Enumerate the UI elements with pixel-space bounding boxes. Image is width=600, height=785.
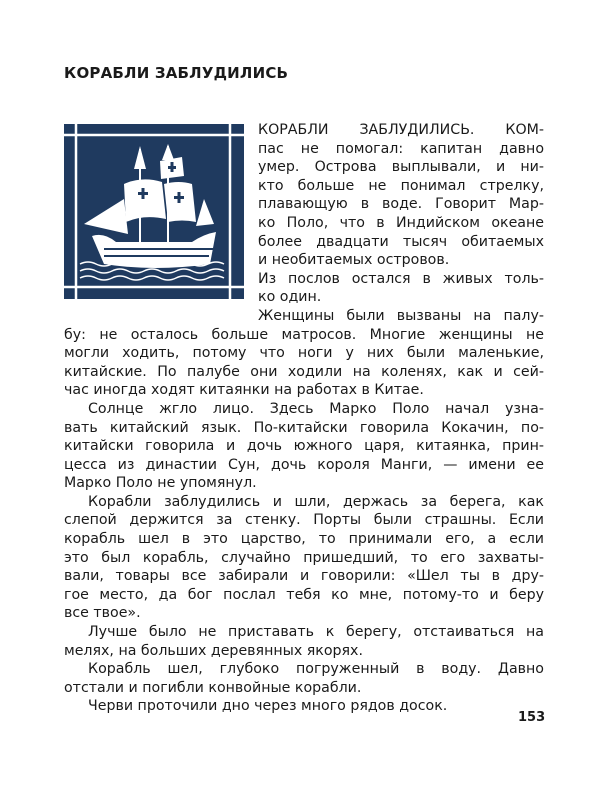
text-line: умер. Острова выплывали, и ни- <box>258 159 544 176</box>
text-line: более двадцати тысяч обитаемых <box>258 233 544 250</box>
text-line: вать китайский язык. По-китайски говорила Кокачин, по- <box>64 419 544 436</box>
text-line: Из послов остался в живых толь- <box>258 270 544 287</box>
text-line: гое место, да бог послал тебя ко мне, потому-то и беру <box>64 586 544 603</box>
text-line: это был корабль, случайно пришедший, то его захваты- <box>64 549 544 566</box>
text-line: Женщины были вызваны на палу- <box>258 307 544 324</box>
text-line: Лучше было не приставать к берегу, отстаиваться на <box>88 624 544 641</box>
text-line: час иногда ходят китаянки на работах в Китае. <box>64 382 424 399</box>
text-line: Корабли заблудились и шли, держась за берега, как <box>88 493 544 510</box>
text-line: слепой держится за стенку. Порты были страшны. Если <box>64 512 544 529</box>
body-text <box>64 121 544 716</box>
text-line: кто больше не понимал стрелку, <box>258 177 544 194</box>
text-line: мелях, на больших деревянных якорях. <box>64 642 363 659</box>
text-line: пас не помогал: капитан давно <box>258 140 544 157</box>
text-line: Черви проточили дно через много рядов досок. <box>88 698 448 715</box>
text-line: Марко Поло не упомянул. <box>64 475 257 492</box>
text-line: корабль шел в это царство, то принимали его, а если <box>64 531 544 548</box>
page-number: 153 <box>518 710 546 725</box>
chapter-title: КОРАБЛИ ЗАБЛУДИЛИСЬ <box>64 64 289 82</box>
text-line: бу: не осталось больше матросов. Многие женщины не <box>64 326 544 343</box>
text-line: вали, товары все забирали и говорили: «Шел ты в дру- <box>64 568 544 585</box>
text-line: отстали и погибли конвойные корабли. <box>64 679 362 696</box>
text-line: плавающую в воде. Говорит Мар- <box>258 196 544 213</box>
text-line: китайские. По палубе они ходили на коленях, как и сей- <box>64 363 544 380</box>
text-line: ко один. <box>258 289 322 306</box>
text-line: ко Поло, что в Индийском океане <box>258 214 544 231</box>
text-line: все твое». <box>64 605 141 622</box>
text-line: китайски говорила и дочь южного царя, китаянка, прин- <box>64 438 544 455</box>
text-line: и необитаемых островов. <box>258 252 450 269</box>
text-line: Солнце жгло лицо. Здесь Марко Поло начал узна- <box>88 400 544 417</box>
text-line: могли ходить, потому что ноги у них были маленькие, <box>64 345 544 362</box>
text-line: Корабль шел, глубоко погруженный в воду. Давно <box>88 661 544 678</box>
text-line: КОРАБЛИ ЗАБЛУДИЛИСЬ. КОМ- <box>258 122 544 138</box>
text-line: цесса из династии Сун, дочь короля Манги, — имени ее <box>64 456 544 473</box>
